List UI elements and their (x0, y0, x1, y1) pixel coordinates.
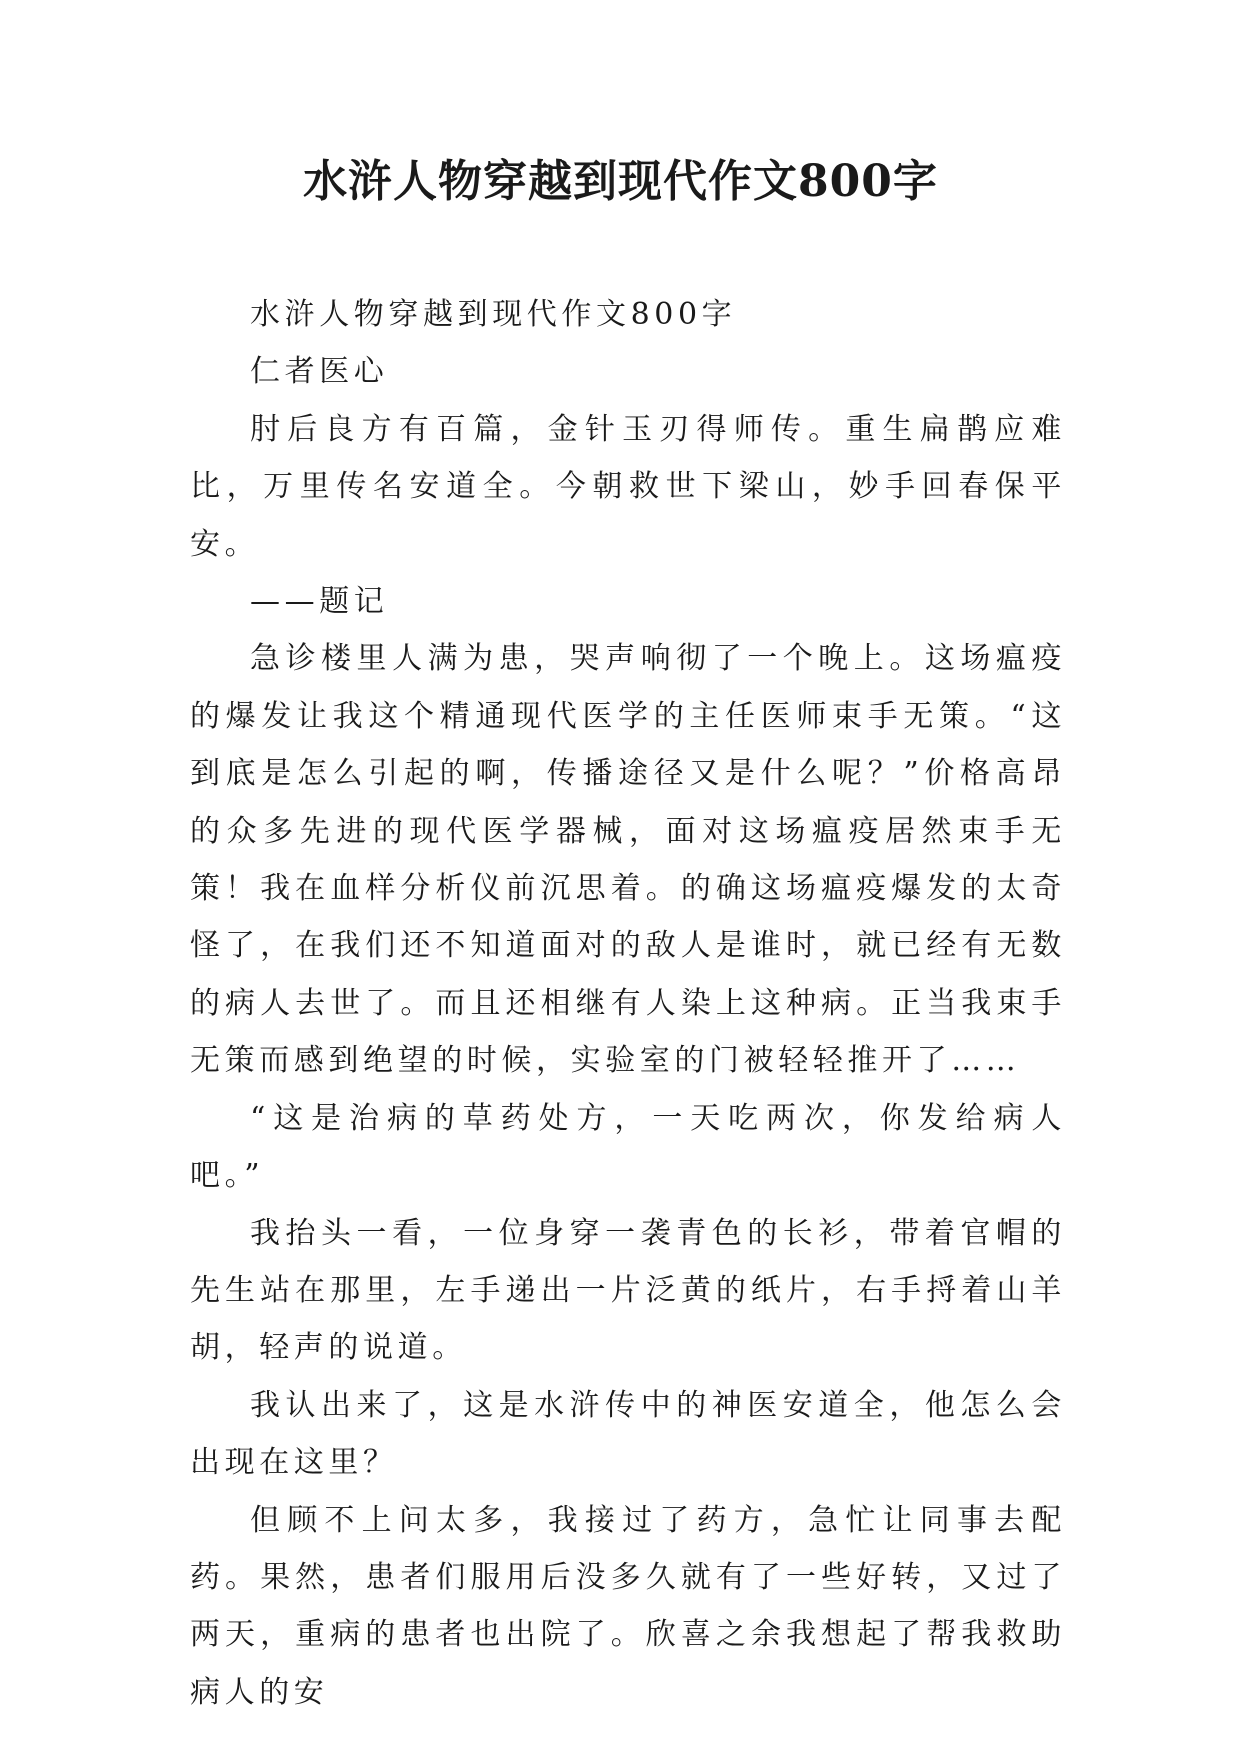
paragraph: 但顾不上问太多，我接过了药方，急忙让同事去配药。果然，患者们服用后没多久就有了一些好转，又过了两天，重病的患者也出院了。欣喜之余我想起了帮我救助病人的安 (190, 1502, 1066, 1710)
paragraph: 我抬头一看，一位身穿一袭青色的长衫，带着官帽的先生站在那里，左手递出一片泛黄的纸片，右手捋着山羊胡，轻声的说道。 (190, 1215, 1066, 1366)
paragraph: “这是治病的草药处方，一天吃两次，你发给病人吧。” (190, 1100, 1066, 1194)
paragraph: 急诊楼里人满为患，哭声响彻了一个晚上。这场瘟疫的爆发让我这个精通现代医学的主任医师束手无策。“这到底是怎么引起的啊，传播途径又是什么呢？”价格高昂的众多先进的现代医学器械，面对这场瘟疫居然束手无策！我在血样分析仪前沉思着。的确这场瘟疫爆发的太奇怪了，在我们还不知道面对的敌人是谁时，就已经有无数的病人去世了。而且还相继有人染上这种病。正当我束手无策而感到绝望的时候，实验室的门被轻轻推开了…… (190, 641, 1066, 1079)
paragraph-epigraph-tag: ——题记 (250, 584, 389, 620)
paragraph: 我认出来了，这是水浒传中的神医安道全，他怎么会出现在这里？ (190, 1387, 1066, 1481)
paragraph-heading-repeat: 水浒人物穿越到现代作文800字 (250, 297, 737, 332)
paragraph-poem: 肘后良方有百篇，金针玉刃得师传。重生扁鹊应难比，万里传名安道全。今朝救世下梁山，妙手回春保平安。 (190, 411, 1066, 562)
document-title: 水浒人物穿越到现代作文800字 (303, 156, 938, 207)
document-body (190, 286, 1066, 1721)
paragraph-subtitle: 仁者医心 (250, 354, 389, 390)
